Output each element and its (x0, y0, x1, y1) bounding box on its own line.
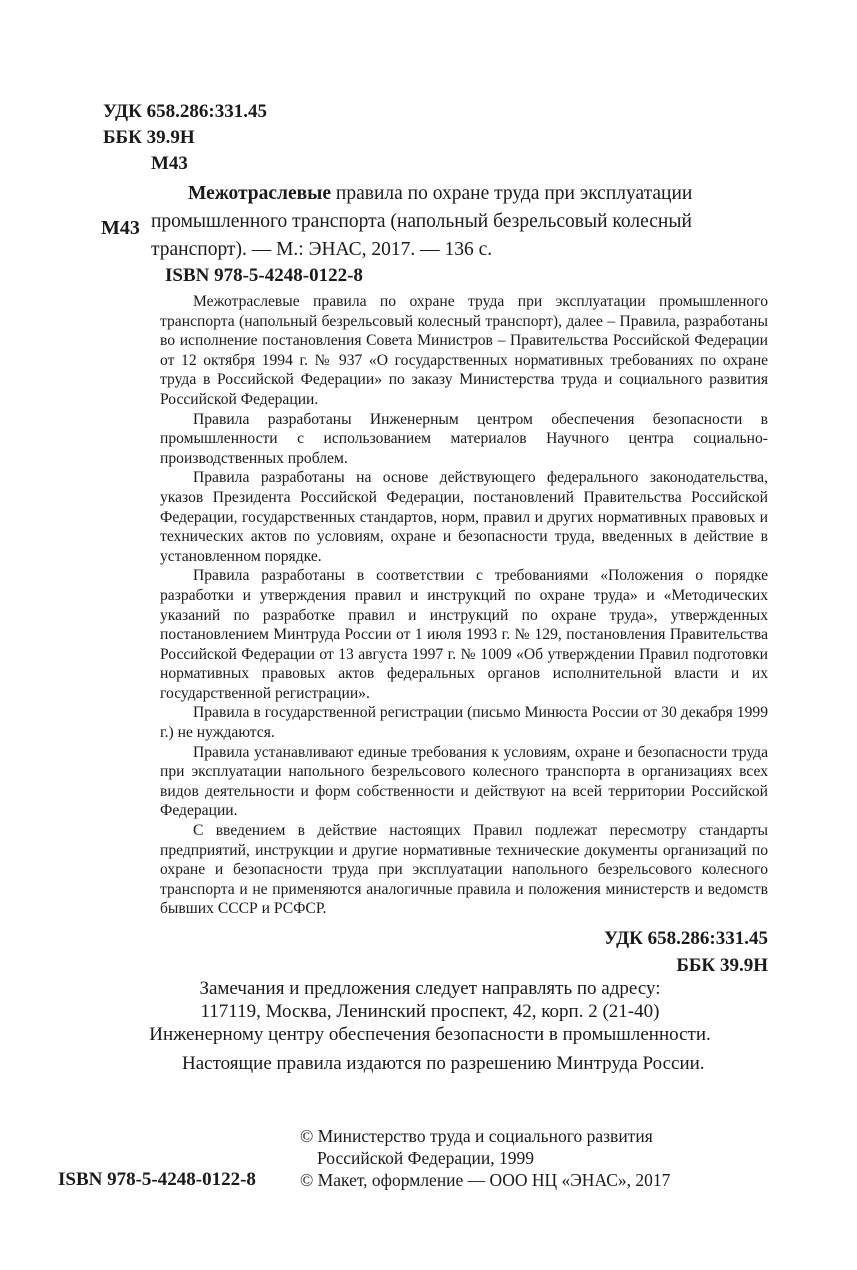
annotation-paragraph: С введением в действие настоящих Правил подлежат пересмотру стандарты предприятий, инструкции и другие нормативные технические документы организаций по охране и безопасности труда при эксплуатации напольного безрельсового колесного транспорта и не применяются аналогичные правила и положения министерств и ведомств бывших СССР и РСФСР. (160, 822, 768, 918)
title-line-1 (151, 180, 771, 208)
udk-code-right: УДК 658.286:331.45 (604, 928, 768, 949)
address-line-1: Замечания и предложения следует направлять по адресу: (199, 978, 661, 999)
copyright-line-3: © Макет, оформление — ООО НЦ «ЭНАС», 2017 (300, 1170, 671, 1190)
title-bold: Межотраслевые (188, 183, 332, 204)
annotation-paragraph: Межотраслевые правила по охране труда при эксплуатации промышленного транспорта (напольный безрельсовый колесный транспорт), далее – Правила, разработаны во исполнение постановления Совета Министров – Правительства Российской Федерации от 12 октября 1994 г. № 937 «О государственных нормативных требованиях по охране труда в Российской Федерации» по заказу Министерства труда и социального развития Российской Федерации. (160, 293, 768, 408)
author-code-left: М43 (101, 217, 140, 239)
author-code: М43 (151, 153, 188, 174)
copyright-line-1: © Министерство труда и социального развития (300, 1126, 653, 1146)
bbk-code-right: ББК 39.9Н (676, 955, 768, 976)
isbn-bottom: ISBN 978-5-4248-0122-8 (58, 1169, 256, 1190)
feedback-address (120, 977, 740, 1046)
annotation-paragraph: Правила разработаны в соответствии с требованиями «Положения о порядке разработки и утверждения правил и инструкций по охране труда» и «Методических указаний по разработке правил и инструкций по охране труда», утвержденных постановлением Минтруда России от 1 июля 1993 г. № 129, постановления Правительства Российской Федерации от 13 августа 1997 г. № 1009 «Об утверждении Правил подготовки нормативных правовых актов федеральных органов исполнительной власти и их государственной регистрации». (160, 567, 768, 702)
copyright-block (300, 1125, 670, 1191)
annotation-paragraph: Правила устанавливают единые требования к условиям, охране и безопасности труда при эксплуатации напольного безрельсового колесного транспорта в организациях всех видов деятельности и форм собственности и действуют на всей территории Российской Федерации. (160, 743, 768, 820)
copyright-line-2: Российской Федерации, 1999 (317, 1148, 535, 1168)
annotation-paragraph: Правила в государственной регистрации (письмо Минюста России от 30 декабря 1999 г.) не нуждаются. (160, 704, 768, 742)
isbn: ISBN 978-5-4248-0122-8 (165, 265, 363, 286)
title-line-3: транспорт). — М.: ЭНАС, 2017. — 136 с. (151, 239, 493, 260)
address-line-2: 117119, Москва, Ленинский проспект, 42, корп. 2 (21-40) (200, 1001, 660, 1022)
title-rest: правила по охране труда при эксплуатации (331, 183, 693, 204)
annotation-paragraph: Правила разработаны на основе действующего федерального законодательства, указов Президента Российской Федерации, постановлений Правительства Российской Федерации, государственных стандартов, норм, правил и других нормативных правовых и технических актов по условиям, охране и безопасности труда, введенных в действие в установленном порядке. (160, 469, 768, 565)
udk-code: УДК 658.286:331.45 (103, 101, 267, 122)
title-line-2: промышленного транспорта (напольный безрельсовый колесный (151, 211, 692, 232)
bibliographic-description (151, 180, 771, 264)
annotation-paragraph: Правила разработаны Инженерным центром обеспечения безопасности в промышленности с использованием материалов Научного центра социально-производственных проблем. (160, 410, 768, 467)
bbk-code: ББК 39.9Н (103, 127, 195, 148)
annotation (160, 292, 768, 919)
address-line-3: Инженерному центру обеспечения безопасности в промышленности. (149, 1024, 711, 1045)
permission-note: Настоящие правила издаются по разрешению Минтруда России. (182, 1053, 705, 1074)
